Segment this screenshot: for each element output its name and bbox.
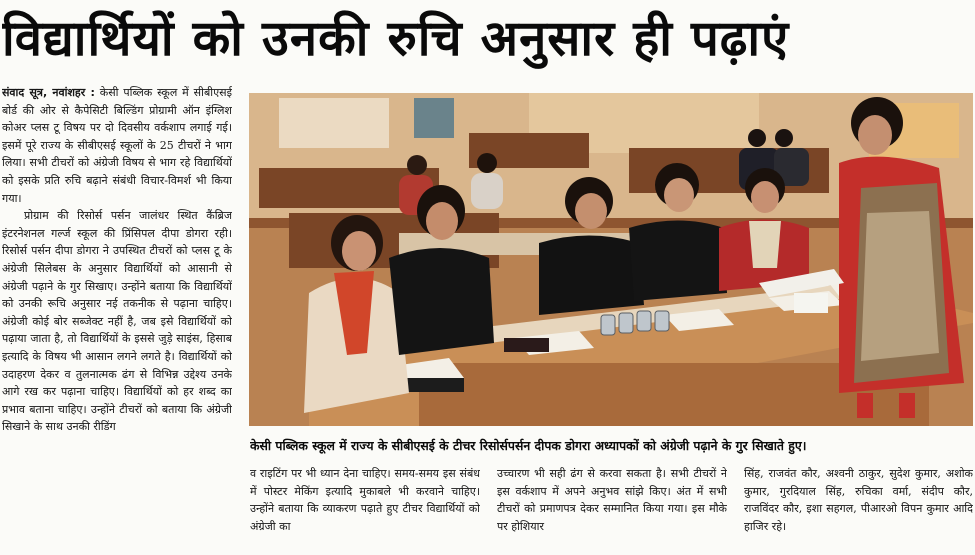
article-column-2 xyxy=(250,465,480,553)
paragraph-1 xyxy=(2,84,232,207)
photo-caption: केसी पब्लिक स्कूल में राज्य के सीबीएसई के टीचर रिसोर्सपर्सन दीपक डोगरा अध्यापकों को अंग्रेजी पढ़ाने के गुर सिखाते हुए। xyxy=(250,438,807,453)
dateline: संवाद सूत्र, नवांशहर : xyxy=(2,86,95,99)
column-2-text: व राइटिंग पर भी ध्यान देना चाहिए। समय-समय इस संबंध में पोस्टर मेकिंग इत्यादि मुकाबले भी करवाने चाहिए। उन्होंने बताया कि व्याकरण पढ़ाते हुए टीचर विद्यार्थियों को अंग्रेजी का xyxy=(250,467,480,533)
paragraph-2: प्रोग्राम की रिसोर्स पर्सन जालंधर स्थित कैंब्रिज इंटरनेशनल गर्ल्ज स्कूल की प्रिंसिपल दीपा डोगरा रही। रिसोर्स पर्सन दीपा डोगरा ने उपस्थित टीचरों को प्लस टू के अंग्रेजी सिलेबस के अनुसार विद्यार्थियों को आसानी से अंग्रेजी पढ़ाने के गुर सिखाए। उन्होंने बताया कि विद्यार्थियों को उनकी रूचि अनुसार नई तकनीक से पढ़ाना चाहिए। अंग्रेजी कोई बोर सब्जेक्ट नहीं है, जब इसे विद्यार्थियों को पढ़ाया जाता है, तो विद्यार्थियों के इससे जुड़े साइंस, हिसाब इत्यादि के विषय भी आसान लगने लगते है। विद्यार्थियों को उदाहरण देकर व तुलनात्मक ढंग से विभिन्न उद्देश्य उनके आगे रख कर पढ़ाना चाहिए। विद्यार्थियों को हर शब्द का प्रभाव बताना चाहिए। उन्होंने टीचरों को बताया कि अंग्रेजी सिखाने के साथ उनकी रीडिंग xyxy=(2,209,232,434)
column-3-text: उच्चारण भी सही ढंग से करवा सकता है। सभी टीचरों ने इस वर्कशाप में अपने अनुभव सांझे किए। अंत में सभी टीचरों को प्रमाणपत्र देकर सम्मानित किया गया। इस मौके पर होशियार xyxy=(497,467,727,533)
column-4-text: सिंह, राजवंत कौर, अश्वनी ठाकुर, सुदेश कुमार, अशोक कुमार, गुरदियाल सिंह, रुचिका वर्मा, संदीप कौर, राजविंदर कौर, इशा सहगल, पीआरओ विपन कुमार आदि हाजिर रहे। xyxy=(744,467,973,533)
article-column-1 xyxy=(2,84,232,553)
paragraph-1-text: केसी पब्लिक स्कूल में सीबीएसई बोर्ड की ओर से कैपेसिटी बिल्डिंग प्रोग्रामी ऑन इंग्लिश कोअर प्लस टू विषय पर दो दिवसीय वर्कशाप लगाई गई। इसमें पूरे राज्य के सीबीएसई स्कूलों के 25 टीचरों ने भाग लिया। सभी टीचरों को अंग्रेजी विषय से भाग रहे विद्यार्थियों को इसके प्रति रुचि बढ़ाने संबंधी विचार-विमर्श भी किया गया। xyxy=(2,86,232,205)
article-column-3 xyxy=(497,465,727,553)
article-column-4 xyxy=(744,465,973,553)
news-photo xyxy=(249,93,973,426)
headline: विद्यार्थियों को उनकी रुचि अनुसार ही पढ़ाएं xyxy=(2,10,790,67)
